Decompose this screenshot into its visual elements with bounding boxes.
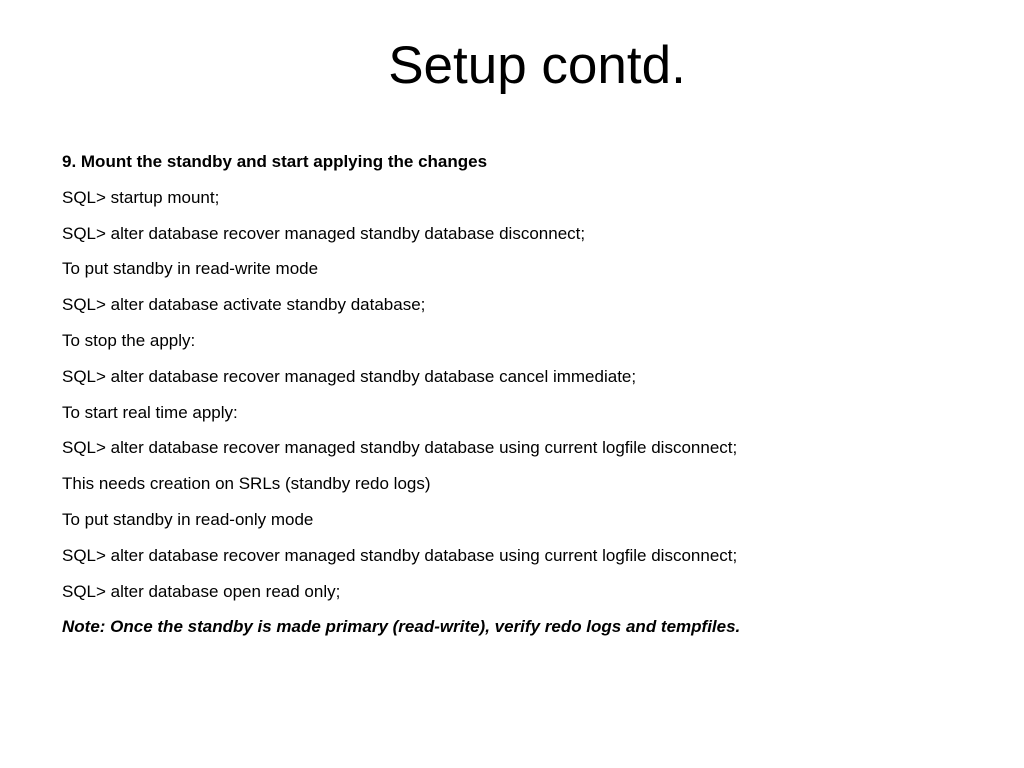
sql-activate-standby: SQL> alter database activate standby database; — [62, 295, 426, 315]
sql-current-logfile-disconnect: SQL> alter database recover managed standby database using current logfile disconnect; — [62, 438, 738, 458]
text-srl-requirement: This needs creation on SRLs (standby redo logs) — [62, 474, 431, 494]
text-real-time-apply: To start real time apply: — [62, 402, 238, 422]
text-stop-apply: To stop the apply: — [62, 330, 196, 350]
sql-cancel-immediate: SQL> alter database recover managed standby database cancel immediate; — [62, 366, 637, 386]
sql-recover-disconnect: SQL> alter database recover managed standby database disconnect; — [62, 223, 586, 243]
text-read-only-mode: To put standby in read-only mode — [62, 509, 314, 529]
sql-current-logfile-disconnect-2: SQL> alter database recover managed standby database using current logfile disconnect; — [62, 545, 738, 565]
text-read-write-mode: To put standby in read-write mode — [62, 259, 319, 279]
note-primary: Note: Once the standby is made primary (read-write), verify redo logs and tempfiles. — [62, 617, 741, 637]
step-heading: 9. Mount the standby and start applying the changes — [62, 152, 488, 171]
slide-body — [62, 152, 1002, 653]
sql-startup-mount: SQL> startup mount; — [62, 187, 220, 207]
slide-title: Setup contd. — [388, 36, 686, 95]
sql-open-read-only: SQL> alter database open read only; — [62, 581, 341, 601]
